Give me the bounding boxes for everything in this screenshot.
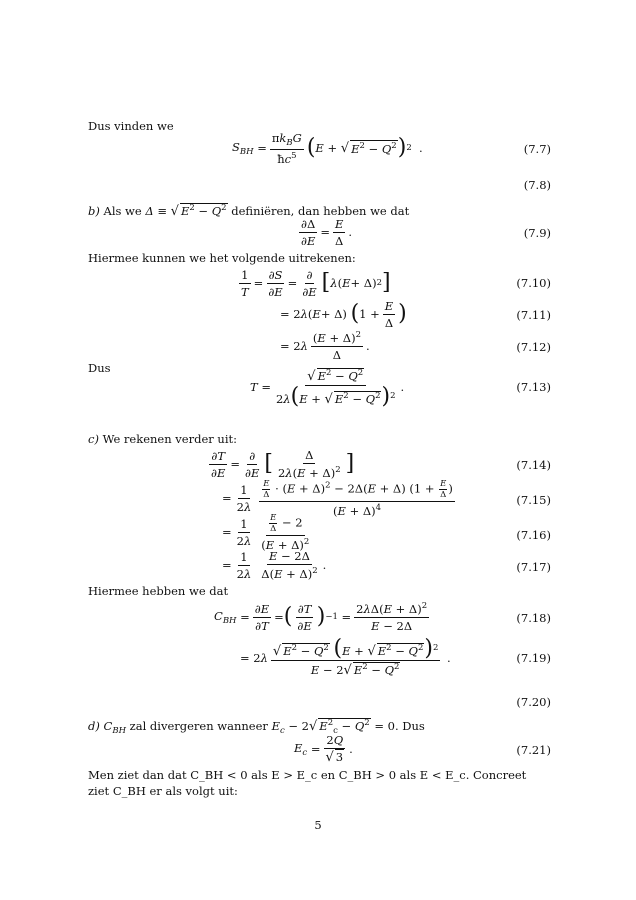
equation-number: (7.16) <box>516 528 551 542</box>
equation-number: (7.10) <box>516 276 551 290</box>
equation-number: (7.11) <box>516 308 551 322</box>
equation-number: (7.12) <box>516 340 551 354</box>
equation-number: (7.21) <box>516 743 551 757</box>
equation-number: (7.15) <box>516 493 551 507</box>
page-number: 5 <box>314 818 322 832</box>
equation-number: (7.13) <box>516 380 551 394</box>
part-d-label: d) <box>88 719 100 733</box>
equation-7-12: = 2 λ $\frac{(E + \Delta)^2}{\Delta}$ . <box>280 330 370 362</box>
equation-number: (7.19) <box>516 651 551 665</box>
part-c-label: c) <box>88 432 99 446</box>
equation-7-21: $E_c$ = $\frac{2Q}{√ 3}$ . <box>294 733 353 765</box>
part-b-text: b) Als we Δ ≡ √ $E^2 - Q^2$ definiëren, dan hebben we dat <box>88 203 410 219</box>
equation-number: (7.18) <box>516 611 551 625</box>
part-c-text-body: We rekenen verder uit: <box>102 432 237 446</box>
part-b-text-2: definiëren, dan hebben we dat <box>231 204 410 218</box>
hiermee-text-2: Hiermee hebben we dat <box>88 584 229 598</box>
equation-7-13: T = $\frac{√ E^2 - Q^2}{2\lambda(E + √ E^2 - Q^2)^2}$ . <box>250 367 405 409</box>
part-d-text: d) $C_{BH}$ zal divergeren wanneer $E_c - 2√$ $E^2_c - Q^2 = 0$. Dus <box>88 718 425 736</box>
equation-number: (7.17) <box>516 560 551 574</box>
equation-7-17: = $\frac{1}{2\lambda}$ $\frac{E - 2\Delta}{\Delta(E + \Delta)^2}$ . <box>222 549 327 581</box>
equation-7-11: = 2 λ ( E + Δ) ( 1 + $\frac{E}{\Delta}$ ) <box>280 298 407 330</box>
equation-7-14: $\frac{\partial T}{\partial E}$ = $\frac{\partial}{\partial E}$ [ $\frac{\Delta}{2\lambda(E + \Delta)^2}$ ] <box>211 448 355 480</box>
equation-7-19: = 2 λ $\frac{√ E^2 - Q^2 (E + √ E^2 - Q^2)^2}{E - 2√ E^2 - Q^2}$ . <box>240 635 451 678</box>
part-d-text-2: = 0. Dus <box>374 719 425 733</box>
part-b-label: b) <box>88 204 100 218</box>
part-b-text-1: Als we <box>103 204 142 218</box>
equation-number: (7.20) <box>516 695 551 709</box>
equation-number: (7.8) <box>523 178 551 192</box>
equation-7-9: $\frac{\partial\Delta}{\partial E}$ = $\frac{E}{\Delta}$ . <box>301 216 353 248</box>
part-c-text <box>88 432 237 447</box>
equation-7-16: = $\frac{1}{2\lambda}$ $\frac{E}{\Delta}$ − 2 $(E + \Delta)^2$ <box>222 512 310 552</box>
equation-number: (7.9) <box>523 226 551 240</box>
equation-number: (7.7) <box>523 142 551 156</box>
equation-7-10: $\frac{1}{T}$ = $\frac{\partial S}{\partial E}$ = $\frac{\partial}{\partial E}$ [ λ ( E + Δ) 2 ] <box>241 267 391 299</box>
part-d-text-1: zal divergeren wanneer <box>129 719 268 733</box>
intro-text: Dus vinden we <box>88 119 174 133</box>
equation-7-18: $C_{BH}$ = $\frac{\partial E}{\partial T}$ = ( $\frac{\partial T}{\partial E}$ ) −1 = $\frac{2\lambda\Delta(E + \Delta)^2}{E - 2\Delta}$ <box>214 601 428 633</box>
hiermee-text-1: Hiermee kunnen we het volgende uitrekenen: <box>88 251 356 265</box>
conclusion-paragraph: Men ziet dan dat C_BH < 0 als E > E_c en C_BH > 0 als E < E_c. Concreet ziet C_BH er als volgt uit: <box>88 768 527 798</box>
equation-7-15: = $\frac{1}{2\lambda}$ $\frac{E}{\Delta}$ · $(E + \Delta)^2 - 2\Delta(E + \Delta)$ (1 + $\frac{E}{\Delta}$ ) $(E + \Delta)^4$ <box>222 478 453 518</box>
equation-number: (7.14) <box>516 458 551 472</box>
dus-text: Dus <box>88 361 111 375</box>
equation-7-7: $S_{BH}$ = $\frac{\pi k_BG}{ħc^5}$ ( E + √ $E^2 - Q^2$ ) 2 . <box>232 130 423 166</box>
